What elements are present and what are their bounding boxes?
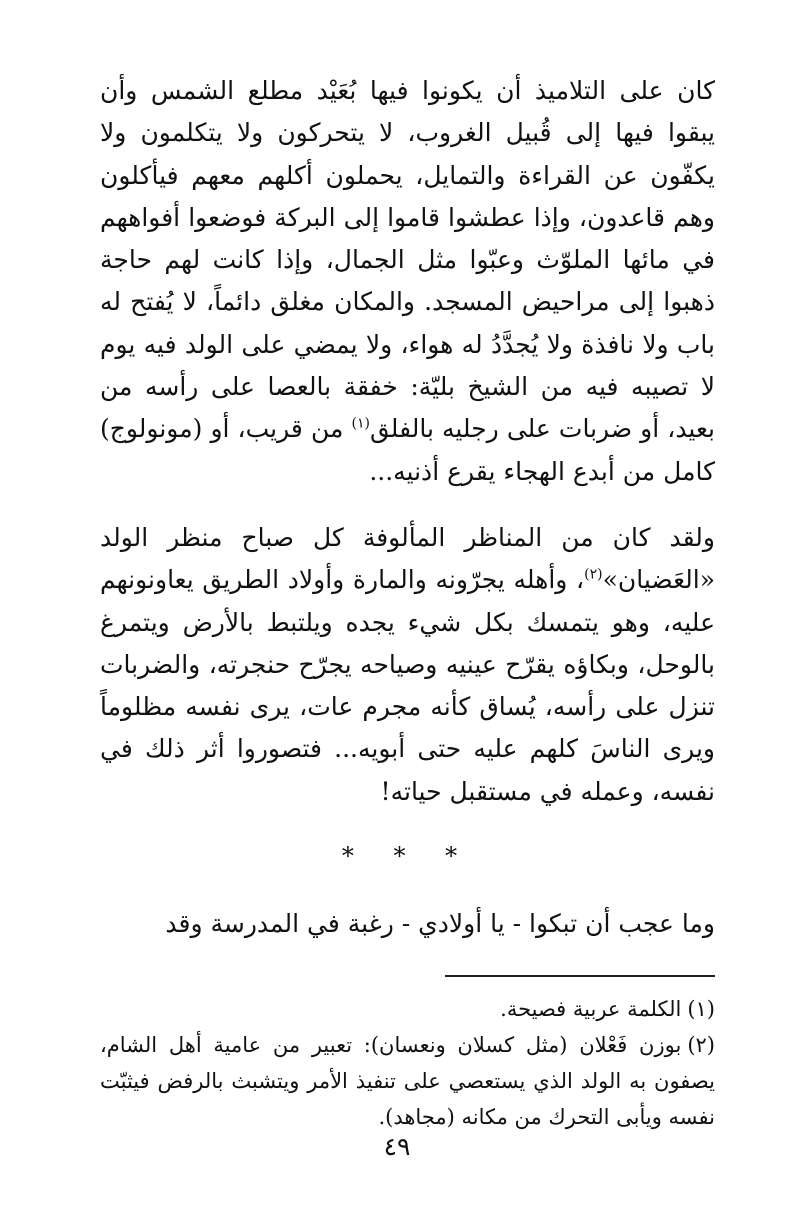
page-number: ٤٩ xyxy=(383,1132,411,1161)
paragraph-1 xyxy=(100,70,715,493)
footnote-ref-1: (١) xyxy=(351,416,370,433)
footnote-2 xyxy=(100,1027,715,1135)
footnote-number: (١) xyxy=(687,997,715,1022)
footnote-1 xyxy=(100,991,715,1027)
paragraph-1-continuation: من قريب، أو (مونولوج) كامل من أبدع الهجاء يقرع أذنيه... xyxy=(100,414,715,486)
footnote-text: الكلمة عربية فصيحة. xyxy=(500,997,682,1022)
paragraph-3: وما عجب أن تبكوا - يا أولادي - رغبة في المدرسة وقد xyxy=(165,909,715,939)
paragraph-2-continuation: ، وأهله يجرّونه والمارة وأولاد الطريق يعاونونهم عليه، وهو يتمسك بكل شيء يجده ويلتبط بالأرض ويتمرغ بالوحل، وبكاؤه يقرّح عينيه وصياحه يجرّح حنجرته، والضربات تنزل على رأسه، يُساق كأنه مجرم عات، يرى نفسه مظلوماً ويرى الناسَ كلهم عليه حتى أبويه... فتصوروا أثر ذلك في نفسه، وعمله في مستقبل حياته! xyxy=(100,565,715,806)
footnote-divider xyxy=(445,975,715,977)
footnote-text: بوزن فَعْلان (مثل كسلان ونعسان): تعبير من عامية أهل الشام، يصفون به الولد الذي يستعصي على تنفيذ الأمر ويتشبث بالرفض فيثبّت نفسه ويأبى التحرك من مكانه (مجاهد). xyxy=(100,1033,715,1130)
paragraph-2-text: ولقد كان من المناظر المألوفة كل صباح منظر الولد «العَضيان» xyxy=(100,522,715,595)
footnote-ref-2: (٢) xyxy=(584,566,603,583)
paragraph-2 xyxy=(100,517,715,813)
page-body xyxy=(100,70,715,1135)
section-separator: * * * xyxy=(341,842,474,871)
footnotes xyxy=(100,991,715,1135)
paragraph-1-text: كان على التلاميذ أن يكونوا فيها بُعَيْد مطلع الشمس وأن يبقوا فيها إلى قُبيل الغروب، لا يتحركون ولا يتكلمون ولا يكفّون عن القراءة والتمايل، يحملون أكلهم معهم فيأكلون وهم قاعدون، وإذا عطشوا قاموا إلى البركة فوضعوا أفواههم في مائها الملوّث وعبّوا مثل الجمال، وإذا كانت لهم حاجة ذهبوا إلى مراحيض المسجد. والمكان مغلق دائماً، لا يُفتح له باب ولا نافذة ولا يُجدَّدُ له هواء، ولا يمضي على الولد فيه يوم لا تصيبه فيه من الشيخ بليّة: خفقة بالعصا على رأسه من بعيد، أو ضربات على رجليه بالفلق xyxy=(100,76,715,444)
footnote-number: (٢) xyxy=(687,1033,715,1058)
